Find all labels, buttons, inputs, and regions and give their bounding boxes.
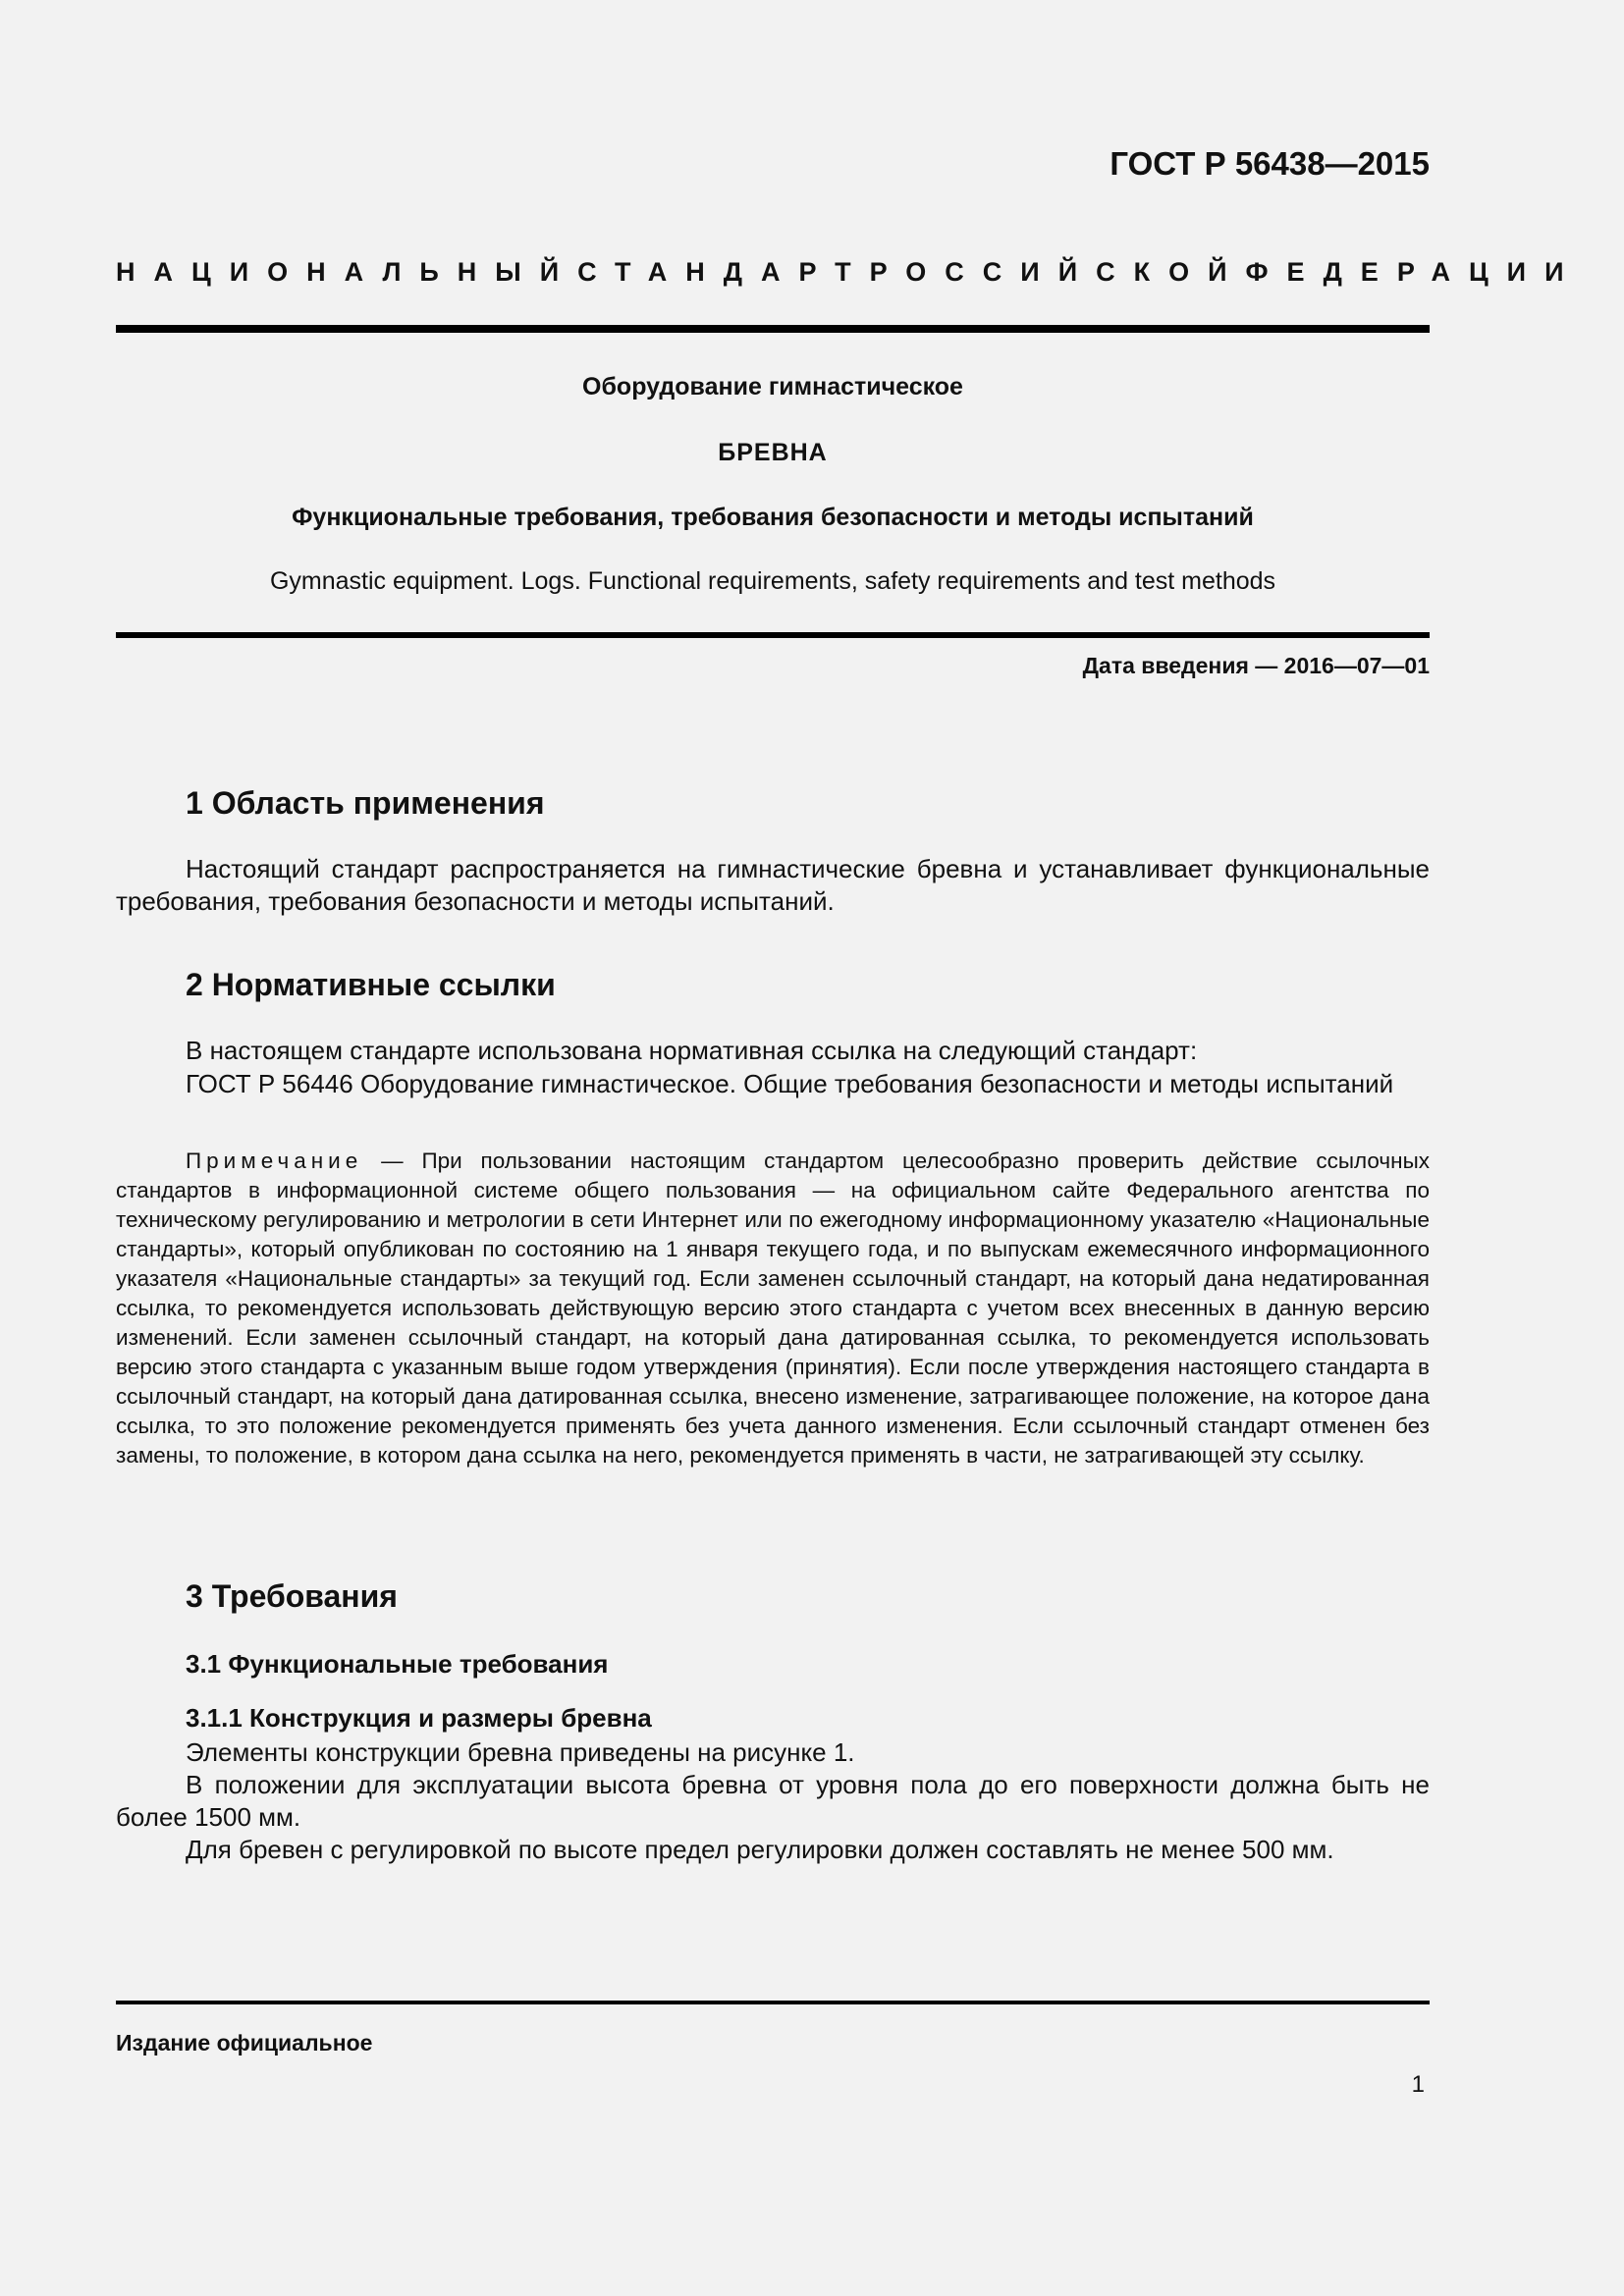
section-3-line-2: В положении для эксплуатации высота бревна от уровня пола до его поверхности должна быть не более 1500 мм. <box>116 1770 1430 1832</box>
title-bottom-rule <box>116 632 1430 638</box>
section-2-reference: ГОСТ Р 56446 Оборудование гимнастическое. Общие требования безопасности и методы испытаний <box>186 1069 1394 1098</box>
section-2-note <box>116 1147 1430 1470</box>
section-3-line-3: Для бревен с регулировкой по высоте предел регулировки должен составлять не менее 500 мм. <box>186 1835 1334 1864</box>
section-1-heading: 1 Область применения <box>186 785 545 821</box>
subsection-3-1-heading: 3.1 Функциональные требования <box>186 1649 609 1679</box>
page-number: 1 <box>1411 2071 1425 2098</box>
title-english: Gymnastic equipment. Logs. Functional requirements, safety requirements and test methods <box>269 567 1276 595</box>
title-category: Оборудование гимнастическое <box>582 373 963 400</box>
gost-number: ГОСТ Р 56438—2015 <box>1110 145 1430 182</box>
nat-word: РОССИЙСКОЙ <box>869 257 1246 287</box>
nat-word: ФЕДЕРАЦИИ <box>1245 257 1583 287</box>
section-2-intro: В настоящем стандарте использована нормативная ссылка на следующий стандарт: <box>186 1036 1198 1065</box>
date-introduced: Дата введения — 2016—07—01 <box>1082 653 1430 678</box>
section-1-text: Настоящий стандарт распространяется на гимнастические бревна и устанавливает функциональные требования, требования безопасности и методы испытаний. <box>116 854 1430 916</box>
subsection-3-1-1-heading: 3.1.1 Конструкция и размеры бревна <box>186 1703 652 1733</box>
note-text: — При пользовании настоящим стандартом целесообразно проверить действие ссылочных стандартов в информационной системе общего пользования — на официальном сайте Федерального агентства по техническому регулированию и метрологии в сети Интернет или по ежегодному информационному указателю «Национальные стандарты», который опубликован по состоянию на 1 января текущего года, и по выпускам ежемесячного информационного указателя «Национальные стандарты» за текущий год. Если заменен ссылочный стандарт, на который дана недатированная ссылка, то рекомендуется использовать действующую версию этого стандарта с учетом всех внесенных в данную версию изменений. Если заменен ссылочный стандарт, на который дана датированная ссылка, то рекомендуется использовать версию этого стандарта с указанным выше годом утверждения (принятия). Если после утверждения настоящего стандарта в ссылочный стандарт, на который дана датированная ссылка, внесено изменение, затрагивающее положение, на которое дана ссылка, то это положение рекомендуется применять без учета данного изменения. Если ссылочный стандарт отменен без замены, то положение, в котором дана ссылка на него, рекомендуется применять в части, не затрагивающей эту ссылку. <box>116 1148 1430 1468</box>
title-name: БРЕВНА <box>718 439 828 466</box>
edition-label: Издание официальное <box>116 2030 373 2056</box>
title-subtitle: Функциональные требования, требования безопасности и методы испытаний <box>292 504 1254 531</box>
section-3-line-1: Элементы конструкции бревна приведены на рисунке 1. <box>186 1737 855 1767</box>
top-rule <box>116 325 1430 333</box>
nat-word: НАЦИОНАЛЬНЫЙ <box>116 257 578 287</box>
section-3-heading: 3 Требования <box>186 1578 398 1614</box>
nat-word: СТАНДАРТ <box>577 257 870 287</box>
national-standard-title <box>116 257 1583 288</box>
section-2-heading: 2 Нормативные ссылки <box>186 967 556 1002</box>
note-label: Примечание <box>186 1148 363 1173</box>
footer-rule <box>116 2001 1430 2004</box>
